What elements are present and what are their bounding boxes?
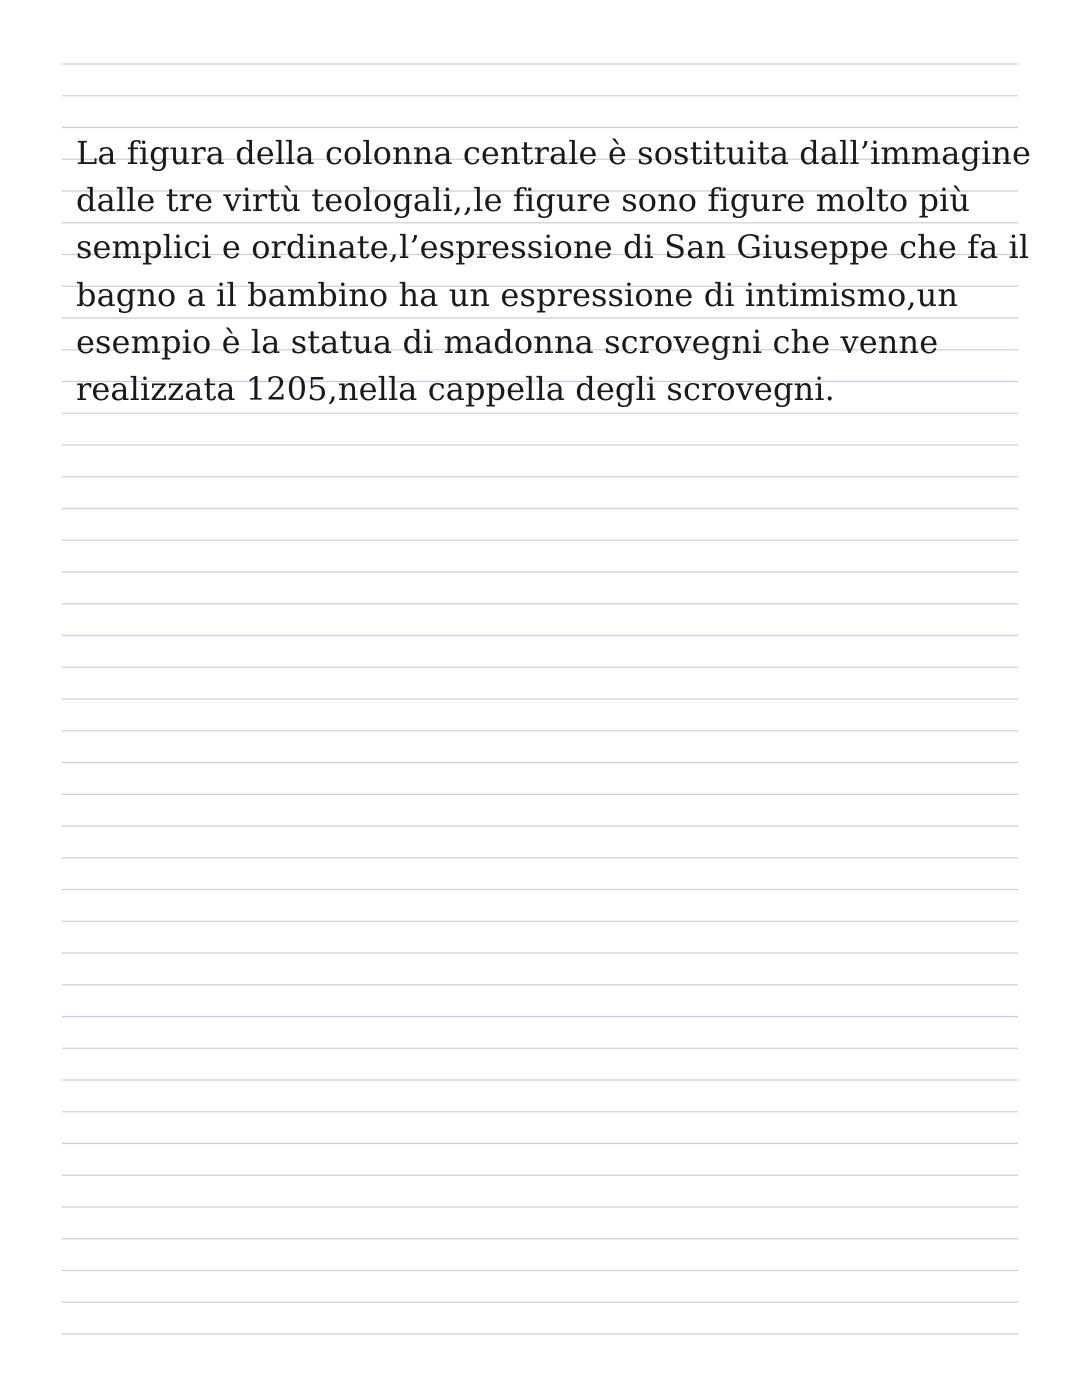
text-line: esempio è la statua di madonna scrovegni che venne bbox=[76, 322, 939, 361]
text-line: La figura della colonna centrale è sostituita dall’immagine bbox=[76, 134, 1032, 172]
text-line: semplici e ordinate,l’espressione di San Giuseppe che fa il bbox=[76, 228, 1030, 267]
handwritten-text bbox=[76, 130, 1036, 413]
text-line: bagno a il bambino ha un espressione di intimismo,un bbox=[76, 275, 959, 314]
text-line: realizzata 1205,nella cappella degli scrovegni. bbox=[76, 369, 835, 408]
text-line: dalle tre virtù teologali,,le figure sono figure molto più bbox=[76, 181, 971, 220]
